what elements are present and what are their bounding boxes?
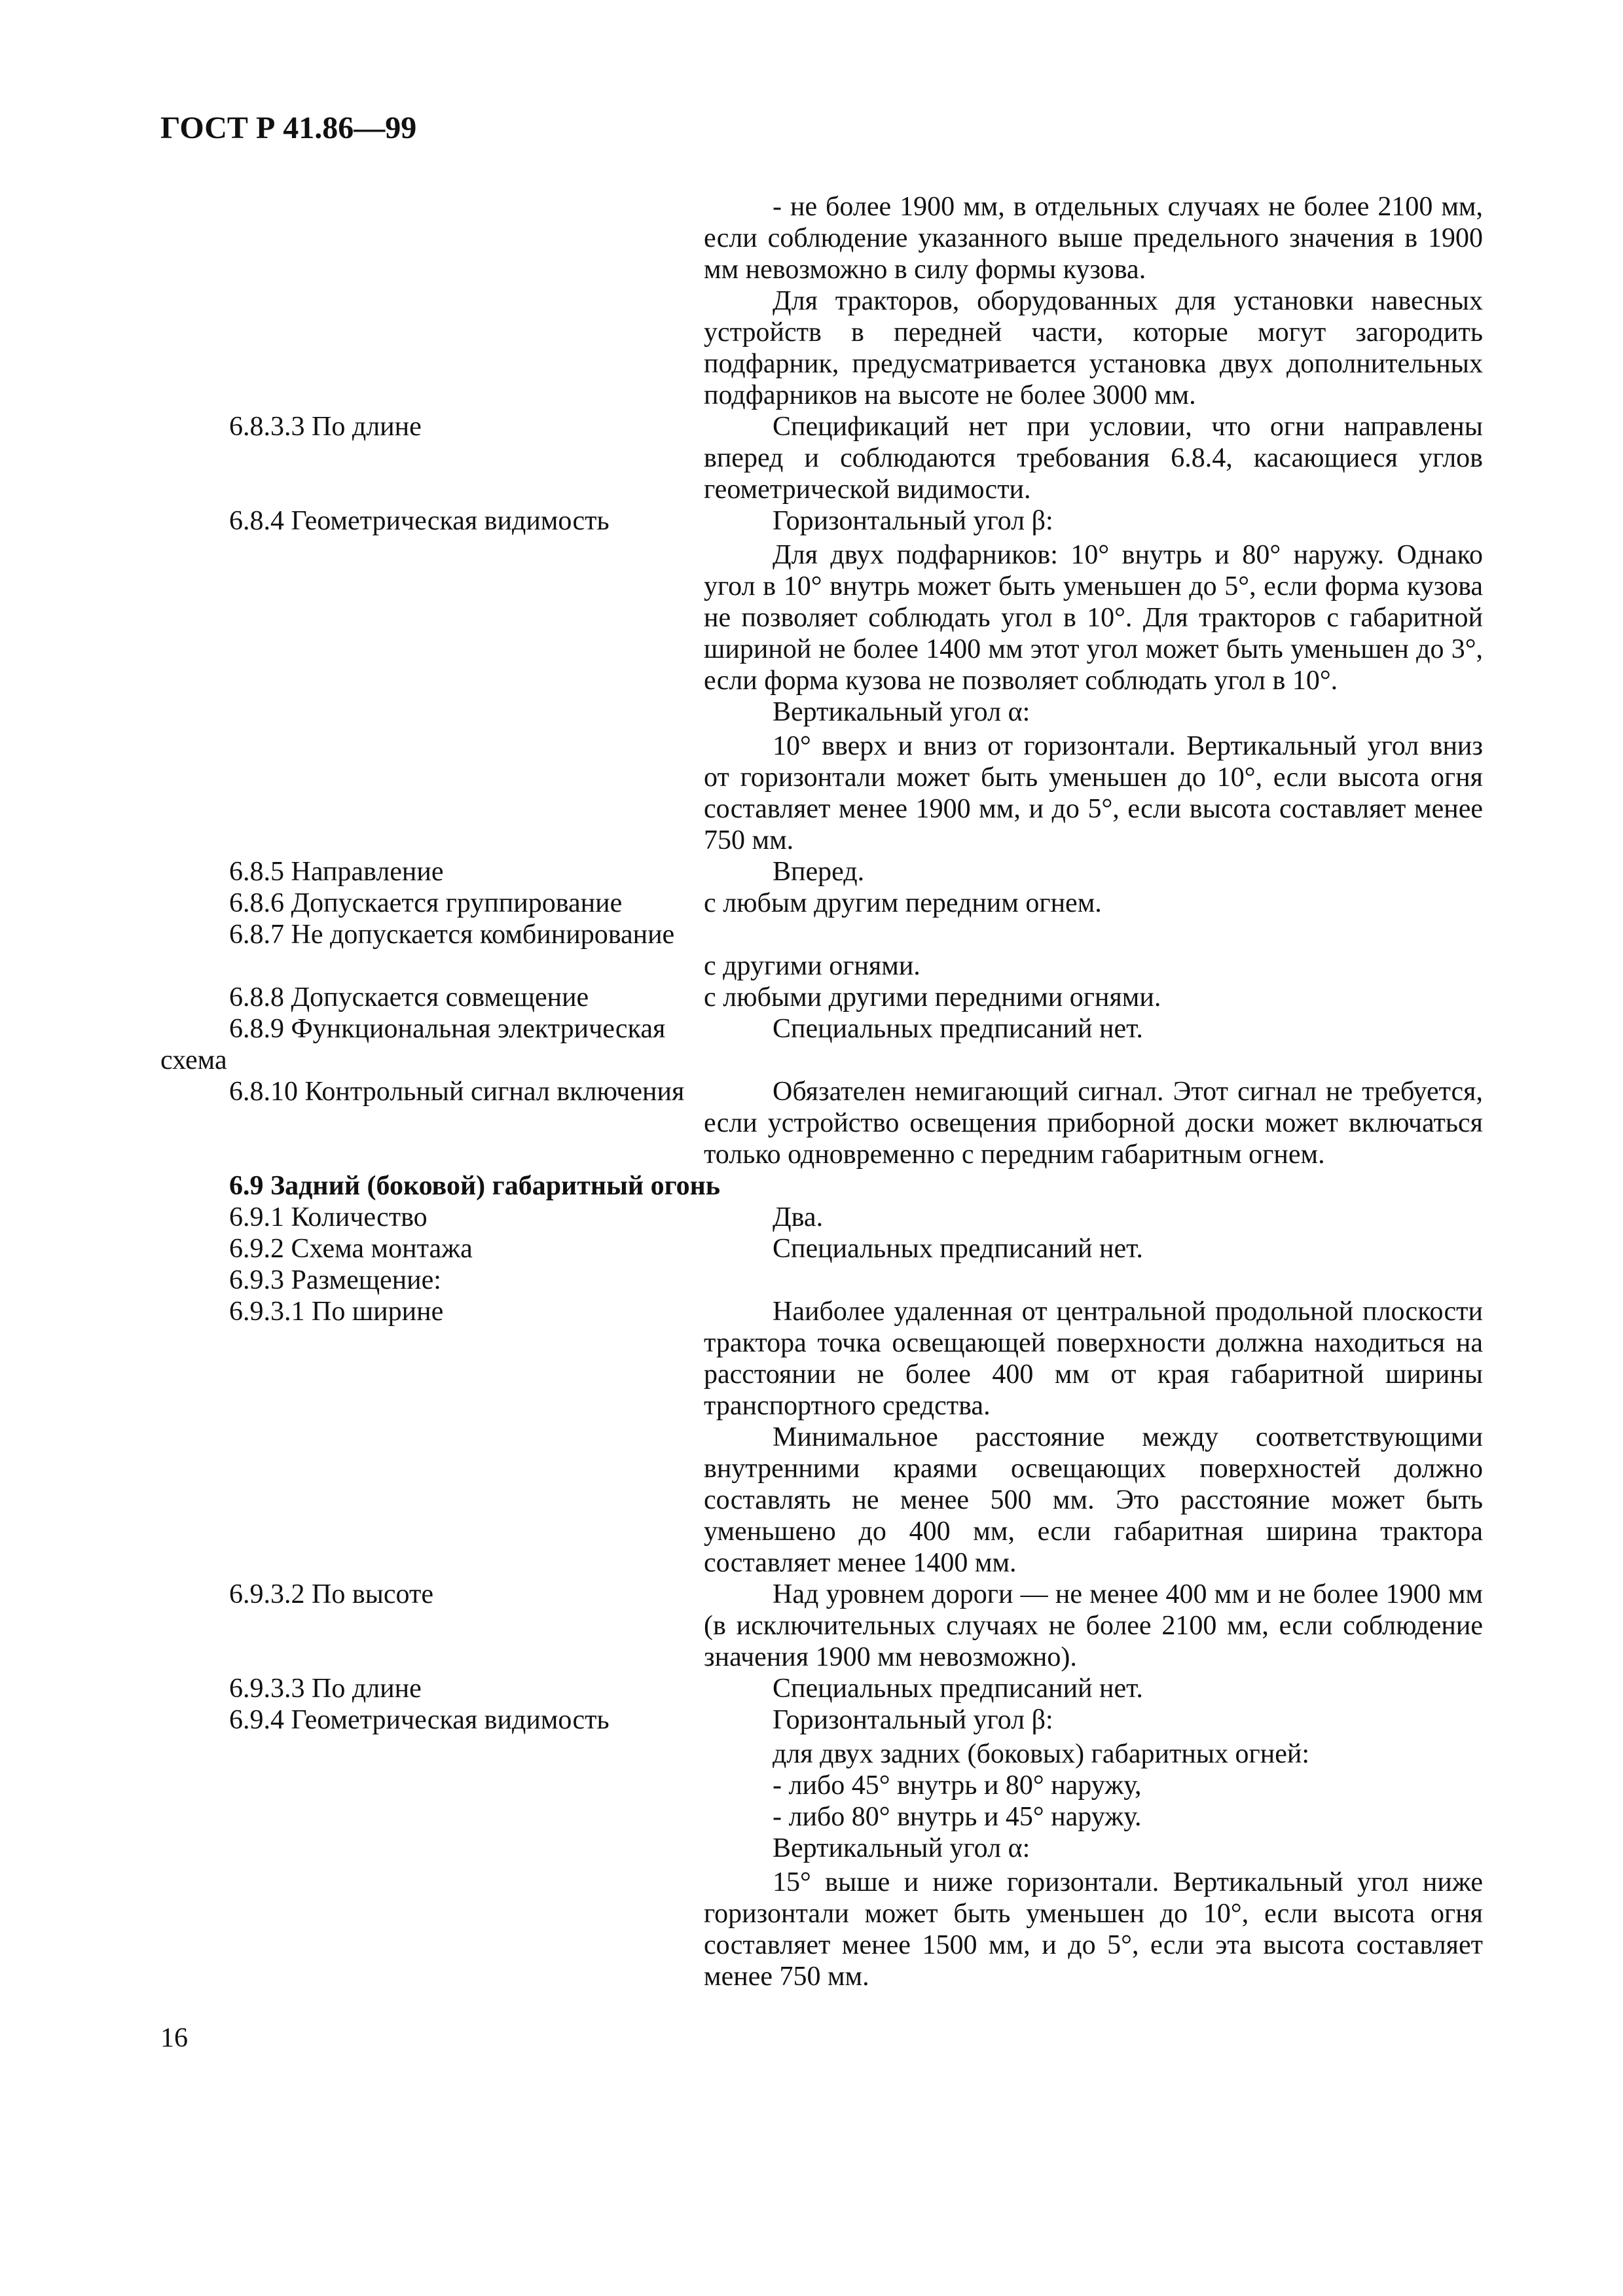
item-label: 6.8.6 Допускается группирование: [229, 888, 623, 918]
paragraph: Специальных предписаний нет.: [773, 1014, 1143, 1044]
row-6-9-3-2: [160, 1579, 1483, 1673]
item-label: 6.9.3.3 По длине: [229, 1674, 422, 1704]
row-6-9-2: [160, 1233, 1483, 1265]
row-6-8-7: [160, 919, 1483, 982]
item-label: 6.8.8 Допускается совмещение: [229, 982, 589, 1013]
row-height-continuation: [160, 191, 1483, 411]
paragraph: Спецификаций нет при условии, что огни направлены вперед и соблюдаются требования 6.8.4, касающиеся углов геометрической видимости.: [704, 412, 1483, 505]
row-6-8-9: [160, 1013, 1483, 1076]
paragraph: Вертикальный угол α:: [773, 697, 1030, 727]
paragraph: Наиболее удаленная от центральной продольной плоскости трактора точка освещающей поверхности должна находиться на расстоянии не более 400 мм от края габаритной ширины транспортного средства.: [704, 1297, 1483, 1421]
paragraph: Для двух подфарников: 10° внутрь и 80° наружу. Однако угол в 10° внутрь может быть уменьшен до 5°, если форма кузова не позволяет соблюдать угол в 10°. Для тракторов с габаритной шириной не более 1400 мм этот угол может быть уменьшен до 3°, если форма кузова не позволяет соблюдать угол в 10°.: [704, 540, 1483, 696]
row-6-8-10: [160, 1076, 1483, 1170]
row-6-8-5: [160, 856, 1483, 888]
paragraph: Горизонтальный угол β:: [773, 1705, 1053, 1735]
paragraph: Специальных предписаний нет.: [773, 1234, 1143, 1264]
item-label: 6.8.5 Направление: [229, 857, 444, 887]
item-label: 6.9.3.2 По высоте: [229, 1579, 433, 1609]
document-header: ГОСТ Р 41.86—99: [160, 111, 417, 145]
paragraph: с любыми другими передними огнями.: [704, 982, 1161, 1013]
item-label: 6.9.2 Схема монтажа: [229, 1234, 473, 1264]
row-6-8-3-3: [160, 411, 1483, 505]
paragraph: Над уровнем дороги — не менее 400 мм и не более 1900 мм (в исключительных случаях не более 2100 мм, если соблюдение значения 1900 мм невозможно).: [704, 1579, 1483, 1672]
row-6-9-3-3: [160, 1673, 1483, 1704]
paragraph: Горизонтальный угол β:: [773, 506, 1053, 536]
paragraph: Два.: [773, 1202, 824, 1232]
item-label: 6.9.1 Количество: [229, 1202, 428, 1232]
paragraph: с другими огнями.: [704, 951, 921, 981]
row-6-8-4: [160, 505, 1483, 856]
paragraph: Вертикальный угол α:: [773, 1833, 1030, 1863]
paragraph: Вперед.: [773, 857, 865, 887]
paragraph: Специальных предписаний нет.: [773, 1674, 1143, 1704]
item-label: 6.8.3.3 По длине: [229, 412, 422, 442]
item-label: 6.9.3.1 По ширине: [229, 1297, 444, 1327]
item-label: 6.8.10 Контрольный сигнал включения: [229, 1077, 685, 1107]
row-6-9-3: [160, 1265, 1483, 1296]
row-6-9-4: [160, 1704, 1483, 1992]
item-label: 6.8.7 Не допускается комбинирование: [229, 920, 675, 950]
item-label: 6.9.4 Геометрическая видимость: [229, 1705, 610, 1735]
row-6-8-8: [160, 982, 1483, 1013]
paragraph: 15° выше и ниже горизонтали. Вертикальный угол ниже горизонтали может быть уменьшен до 10°, если высота огня составляет менее 1500 мм, и до 5°, если эта высота составляет менее 750 мм.: [704, 1867, 1483, 1992]
item-label: 6.8.4 Геометрическая видимость: [229, 506, 610, 536]
section-heading: 6.9 Задний (боковой) габаритный огонь: [229, 1171, 721, 1201]
paragraph: - либо 80° внутрь и 45° наружу.: [773, 1802, 1142, 1832]
row-6-9-3-1: [160, 1296, 1483, 1579]
paragraph: - либо 45° внутрь и 80° наружу,: [773, 1770, 1142, 1801]
paragraph: 10° вверх и вниз от горизонтали. Вертикальный угол вниз от горизонтали может быть уменьшен до 10°, если высота огня составляет менее 1900 мм, и до 5°, если высота составляет менее 750 мм.: [704, 731, 1483, 855]
paragraph: Минимальное расстояние между соответствующими внутренними краями освещающих поверхностей должно составлять не менее 500 мм. Это расстояние может быть уменьшено до 400 мм, если габаритная ширина трактора составляет менее 1400 мм.: [704, 1422, 1483, 1578]
row-6-9-1: [160, 1202, 1483, 1233]
page-number: 16: [160, 2023, 188, 2053]
paragraph: для двух задних (боковых) габаритных огней:: [773, 1739, 1310, 1769]
item-label: 6.9.3 Размещение:: [229, 1265, 441, 1295]
row-6-8-6: [160, 888, 1483, 919]
paragraph: Для тракторов, оборудованных для установки навесных устройств в передней части, которые могут загородить подфарник, предусматривается установка двух дополнительных подфарников на высоте не более 3000 мм.: [704, 286, 1483, 410]
paragraph: с любым другим передним огнем.: [704, 888, 1102, 918]
paragraph: - не более 1900 мм, в отдельных случаях не более 2100 мм, если соблюдение указанного выше предельного значения в 1900 мм невозможно в силу формы кузова.: [704, 192, 1483, 285]
paragraph: Обязателен немигающий сигнал. Этот сигнал не требуется, если устройство освещения приборной доски может включаться только одновременно с передним габаритным огнем.: [704, 1077, 1483, 1170]
item-label: 6.8.9 Функциональная электрическая схема: [160, 1014, 666, 1075]
document-body: [160, 191, 1483, 1992]
